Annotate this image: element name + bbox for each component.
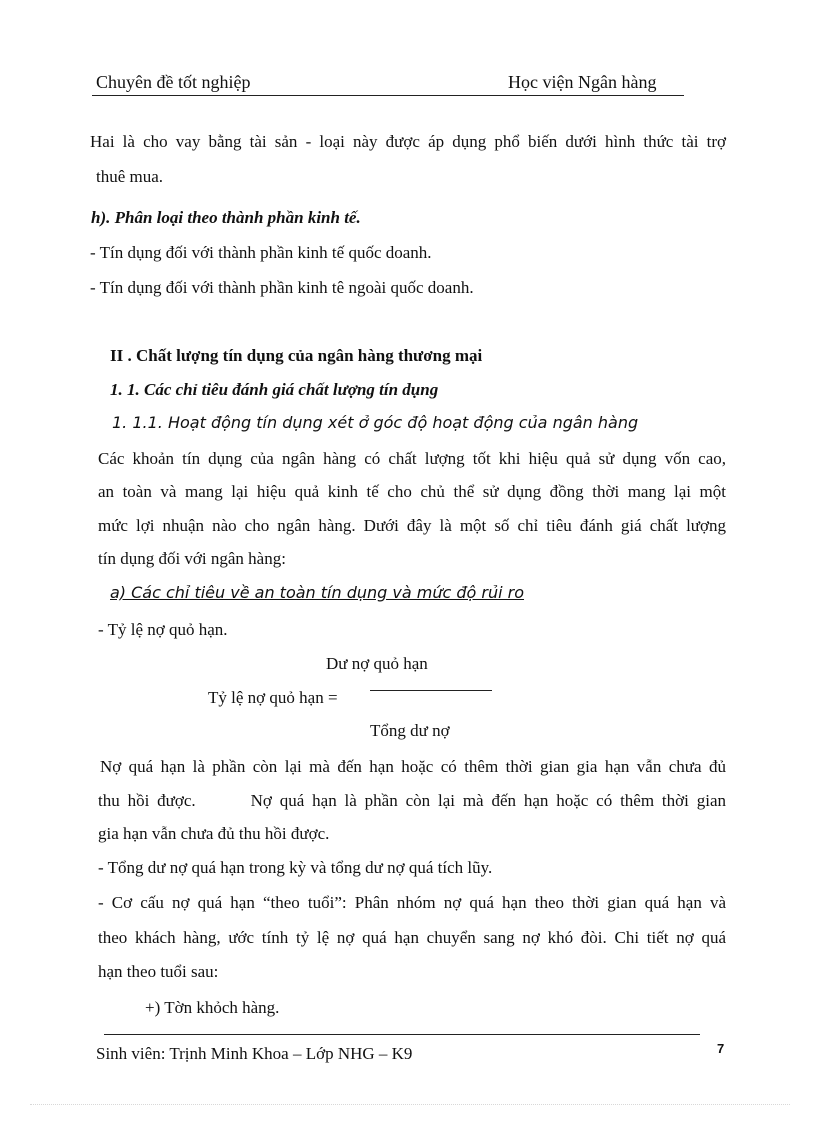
header-left: Chuyên đề tốt nghiệp: [96, 72, 251, 92]
paragraph-4-line-3: hạn theo tuổi sau:: [98, 962, 219, 981]
paragraph-2-line-1: Các khoản tín dụng của ngân hàng có chất lượng tốt khi hiệu quả sử dụng vốn cao,: [98, 449, 726, 468]
page-bottom-border: [30, 1104, 790, 1105]
header-rule: [92, 95, 684, 96]
paragraph-4-line-2: theo khách hàng, ước tính tỷ lệ nợ quá hạn chuyển sang nợ khó đòi. Chi tiết nợ quá: [98, 928, 726, 947]
paragraph-1-line-1: Hai là cho vay bằng tài sản - loại này được áp dụng phổ biến dưới hình thức tài trợ: [90, 132, 726, 151]
paragraph-2-line-2: an toàn và mang lại hiệu quả kinh tế cho chủ thể sử dụng đồng thời mang lại một: [98, 482, 726, 501]
section-ii-title: II . Chất lượng tín dụng của ngân hàng thương mại: [110, 346, 483, 365]
paragraph-2-line-4: tín dụng đối với ngân hàng:: [98, 549, 286, 568]
formula-denominator: Tổng dư nợ: [370, 721, 450, 740]
section-1-1-1-title: 1. 1.1. Hoạt động tín dụng xét ở góc độ hoạt động của ngân hàng: [112, 413, 639, 432]
paragraph-2-line-3: mức lợi nhuận nào cho ngân hàng. Dưới đây là một số chỉ tiêu đánh giá chất lượng: [98, 516, 726, 535]
header-right: Học viện Ngân hàng: [508, 72, 657, 92]
bullet-overdue-ratio: - Tỷ lệ nợ quỏ hạn.: [98, 620, 228, 639]
paragraph-4-line-1: - Cơ cấu nợ quá hạn “theo tuổi”: Phân nhóm nợ quá hạn theo thời gian quá hạn và: [98, 893, 726, 912]
list-item-customer-name: +) Tờn khỏch hàng.: [145, 998, 280, 1017]
formula-label: Tỷ lệ nợ quỏ hạn =: [208, 688, 338, 707]
footer-rule: [104, 1034, 700, 1035]
subheading-a: a) Các chỉ tiêu về an toàn tín dụng và mức độ rủi ro: [110, 583, 525, 602]
bullet-state-sector: - Tín dụng đối với thành phần kinh tế quốc doanh.: [90, 243, 432, 262]
section-1-1-title: 1. 1. Các chỉ tiêu đánh giá chất lượng tín dụng: [110, 380, 439, 399]
paragraph-3-line-1: Nợ quá hạn là phần còn lại mà đến hạn hoặc có thêm thời gian gia hạn vẫn chưa đủ: [100, 757, 726, 776]
formula-numerator: Dư nợ quỏ hạn: [326, 654, 428, 673]
paragraph-3-line-2: thu hồi được. Nợ quá hạn là phần còn lại mà đến hạn hoặc có thêm thời gian: [98, 791, 726, 810]
heading-h: h). Phân loại theo thành phần kinh tế.: [91, 208, 361, 227]
bullet-total-overdue: - Tổng dư nợ quá hạn trong kỳ và tổng dư nợ quá tích lũy.: [98, 858, 493, 877]
formula-fraction-bar: [370, 690, 492, 691]
page-number: 7: [717, 1041, 725, 1056]
paragraph-1-line-2: thuê mua.: [96, 167, 164, 186]
footer-student: Sinh viên: Trịnh Minh Khoa – Lớp NHG – K9: [96, 1044, 413, 1063]
paragraph-3-line-3: gia hạn vẫn chưa đủ thu hồi được.: [98, 824, 330, 843]
bullet-non-state-sector: - Tín dụng đối với thành phần kinh tê ngoài quốc doanh.: [90, 278, 474, 297]
